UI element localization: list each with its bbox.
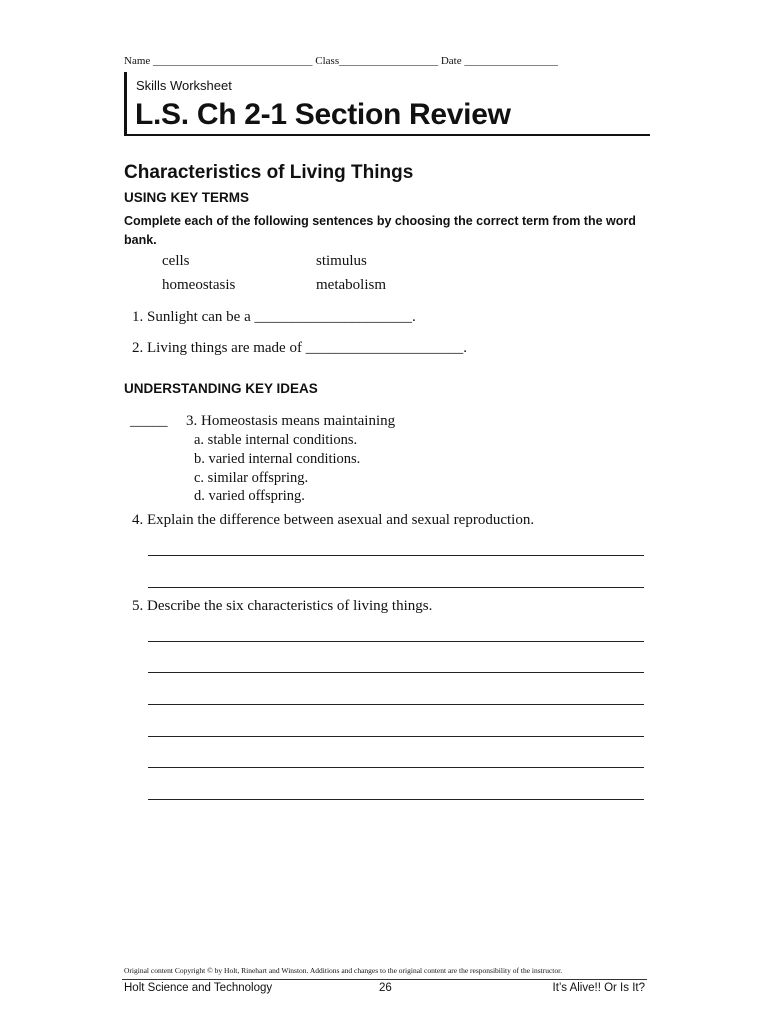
answer-line	[148, 555, 644, 556]
worksheet-kicker: Skills Worksheet	[136, 78, 232, 93]
understanding-key-ideas-heading: UNDERSTANDING KEY IDEAS	[124, 381, 318, 396]
name-class-date-line: Name _____________________________ Class__________________ Date _________________	[124, 55, 558, 67]
question-5: 5. Describe the six characteristics of living things.	[132, 598, 433, 614]
question-1: 1. Sunlight can be a _____________________.	[132, 309, 416, 325]
choice-c: c. similar offspring.	[194, 470, 309, 486]
copyright-note: Original content Copyright © by Holt, Rinehart and Winston. Additions and changes to the original content are the responsibility of the instructor.	[124, 966, 563, 975]
footer-divider	[122, 979, 647, 980]
answer-line	[148, 767, 644, 768]
answer-line	[148, 587, 644, 588]
page-number: 26	[379, 982, 392, 994]
word-bank-homeostasis: homeostasis	[162, 277, 236, 293]
using-key-terms-heading: USING KEY TERMS	[124, 190, 250, 205]
word-bank-stimulus: stimulus	[316, 253, 367, 269]
footer-chapter-title: It’s Alive!! Or Is It?	[552, 982, 645, 994]
word-bank-cells: cells	[162, 253, 190, 269]
answer-line	[148, 736, 644, 737]
answer-line	[148, 672, 644, 673]
instructions: Complete each of the following sentences by choosing the correct term from the word bank.	[124, 214, 636, 247]
footer-publisher: Holt Science and Technology	[124, 982, 273, 994]
page-title: L.S. Ch 2-1 Section Review	[135, 98, 511, 131]
answer-line	[148, 704, 644, 705]
answer-line	[148, 799, 644, 800]
choice-d: d. varied offspring.	[194, 488, 305, 504]
choice-b: b. varied internal conditions.	[194, 451, 361, 467]
section-title: Characteristics of Living Things	[124, 162, 414, 183]
word-bank-metabolism: metabolism	[316, 277, 386, 293]
question-4: 4. Explain the difference between asexual and sexual reproduction.	[132, 512, 535, 528]
question-2: 2. Living things are made of _____________________.	[132, 340, 467, 356]
question-3: 3. Homeostasis means maintaining	[186, 413, 396, 429]
question-3-answer-blank: _____	[130, 413, 168, 429]
choice-a: a. stable internal conditions.	[194, 432, 358, 448]
answer-line	[148, 641, 644, 642]
